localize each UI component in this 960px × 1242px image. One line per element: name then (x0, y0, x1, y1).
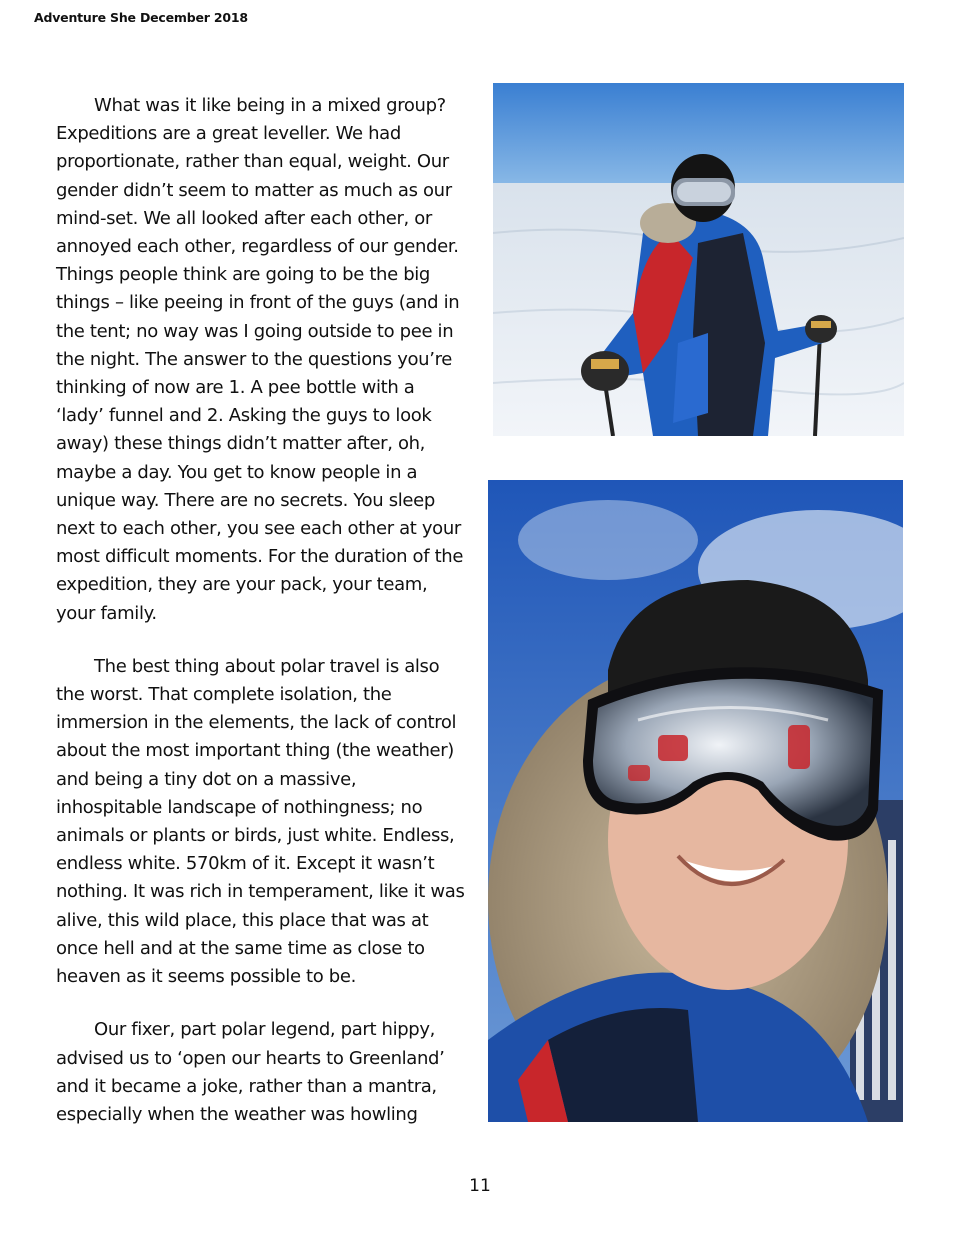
running-header: Adventure She December 2018 (34, 10, 248, 25)
skier-on-ice-sheet-photo (493, 83, 904, 436)
paragraph-mixed-group: What was it like being in a mixed group? Expeditions are a great leveller. We had proportionate, rather than equal, weight. Our gender didn’t seem to matter as much as our mind-set. We all looked after each other, or annoyed each other, regardless of our gender. Things people think are going to be the big things – like peeing in front of the guys (and in the tent; no way was I going outside to pee in the night. The answer to the questions you’re thinking of now are 1. A pee bottle with a ‘lady’ funnel and 2. Asking the guys to look away) these things didn’t matter after, oh, maybe a day. You get to know people in a unique way. There are no secrets. You sleep next to each other, you see each other at your most difficult moments. For the duration of the expedition, they are your pack, your team, your family. (56, 95, 464, 624)
selfie-photo-illustration (488, 480, 903, 1122)
article-body (56, 92, 466, 1129)
goggle-selfie-photo (488, 480, 903, 1122)
skier-photo-illustration (493, 83, 904, 436)
paragraph-polar-travel: The best thing about polar travel is also the worst. That complete isolation, the immersion in the elements, the lack of control about the most important thing (the weather) and being a tiny dot on a massive, inhospitable landscape of nothingness; no animals or plants or birds, just white. Endless, endless white. 570km of it. Except it wasn’t nothing. It was rich in temperament, like it was alive, this wild place, this place that was at once hell and at the same time as close to heaven as it seems possible to be. (56, 655, 465, 988)
paragraph-fixer: Our fixer, part polar legend, part hippy, advised us to ‘open our hearts to Greenland’ and it became a joke, rather than a mantra, especially when the weather was howling (56, 1019, 445, 1125)
page-number: 11 (469, 1176, 491, 1196)
